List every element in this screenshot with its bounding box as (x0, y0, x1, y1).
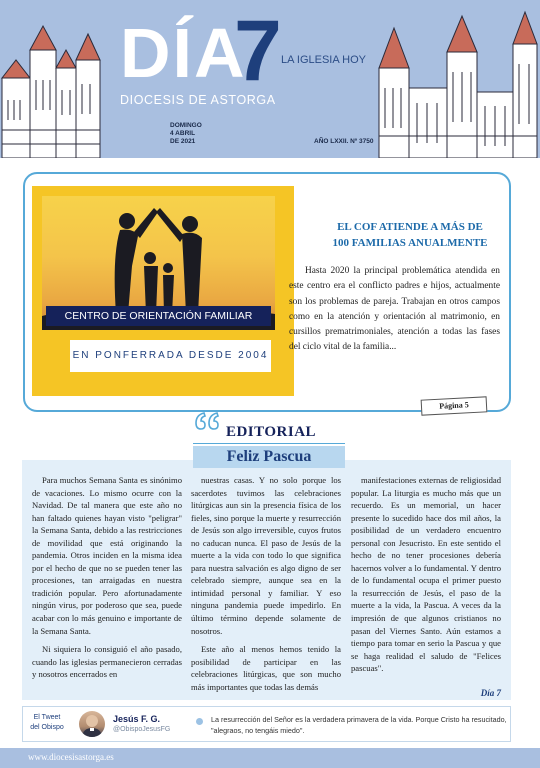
feature-body: Hasta 2020 la principal problemática atendida en este centro era el conflicto padres e hijos, actualmente son los problemas de pareja. Trabajan en otros campos como en la atención y orientación al matrimonio, en cursillos prematrimoniales, atención a todas las fases del ciclo vital de la familia... (289, 266, 500, 353)
editorial-column-1 (32, 474, 182, 687)
paragraph: Este año al menos hemos tenido la posibilidad de participar en las celebraciones litúrgicas, que son mucho más importantes que todas las demás (191, 644, 341, 692)
paragraph: manifestaciones externas de religiosidad popular. La liturgia es mucho más que un recuerdo. Es un memorial, un hacer presente lo sucedido hace dos mil años, la posibilidad de un verdadero encuentro personal con Jesucristo. En este sentido el hecho de no tener procesiones debería hacernos volver a lo fundamental. Y dentro de lo fundamental ocupa el primer puesto la resurrección de Jesús, el paso de la muerte a la vida, la Pascua. A veces da la impresión de que algunos cristianos no pasan del Viernes Santo. Aún estamos a tiempo para tomar en serio la Pascua y que se haga realidad el saludo de "Felices pascuas". (351, 475, 501, 674)
bishop-portrait-illustration (79, 711, 105, 737)
logo-dia: DÍA (120, 14, 247, 92)
editorial-body (22, 460, 511, 700)
tweet-author-handle[interactable]: @ObispoJesusFG (113, 726, 171, 733)
editorial-label: EDITORIAL (225, 424, 317, 440)
issue-number: AÑO LXXII. Nº 3750 (314, 138, 374, 145)
editorial-column-2 (191, 474, 341, 699)
quote-icon (193, 410, 219, 432)
cathedral-illustration-left (0, 20, 110, 158)
logo-subtitle: LA IGLESIA HOY (281, 54, 366, 66)
tweet-section-label (27, 713, 67, 733)
editorial-signature: Día 7 (480, 688, 501, 698)
page-reference-link[interactable]: Página 5 (421, 396, 488, 415)
paragraph: Para muchos Semana Santa es sinónimo de vacaciones. Lo mismo ocurre con la Navidad. De tal manera que este año no han faltado quienes hayan visto "peligrar" la Semana Santa, debido a las restricciones de movilidad que está originando la pandemia. Otros inciden en la misma idea por el hecho de que no se pueden tener las procesiones, tan arraigadas en nuestra tradición popular. Pero afortunadamente ningún virus, por poderoso que sea, puede acabar con lo más genuino e importante de la Semana Santa. (32, 475, 182, 636)
avatar (79, 711, 105, 737)
issue-date (170, 122, 202, 146)
date-line-2: 4 ABRIL (170, 130, 196, 137)
paragraph: Ni siquiera lo consiguió el año pasado, cuando las iglesias permanecieron cerradas y nosotros encerrados en (32, 644, 182, 680)
image-subcaption: EN PONFERRADA DESDE 2004 (70, 340, 271, 372)
logo-seven: 7 (234, 3, 282, 99)
feature-headline (310, 219, 510, 251)
masthead (0, 0, 540, 158)
paragraph: nuestras casas. Y no solo porque los sacerdotes tuvimos las celebraciones litúrgicas aun sin la presencia física de los fieles, sino porque la muerte y resurrección de Jesús son algo irreversible, cuyos frutos no caducan nunca. El paso de Jesús de la muerte a la vida con todo lo que significa para nuestra salvación es algo digno de ser celebrado siempre, aunque sea en la intimidad personal y familiar. Y eso ninguna pandemia puede impedirlo. En último término depende solamente de nosotros. (191, 475, 341, 636)
image-caption: CENTRO DE ORIENTACIÓN FAMILIAR (46, 306, 271, 326)
feature-box (23, 172, 511, 412)
bishop-tweet (22, 706, 511, 742)
editorial-title: Feliz Pascua (193, 446, 345, 468)
editorial-divider (193, 443, 345, 444)
footer-website-link[interactable]: www.diocesisastorga.es (28, 752, 114, 762)
tweet-label-line-1: El Tweet (33, 714, 61, 721)
editorial-column-3 (351, 474, 501, 681)
bullet-icon (196, 718, 203, 725)
cathedral-illustration-right (375, 8, 540, 158)
tweet-author-name[interactable]: Jesús F. G. (113, 714, 161, 724)
date-line-1: DOMINGO (170, 122, 202, 129)
footer (0, 748, 540, 768)
tweet-label-line-2: del Obispo (30, 724, 64, 731)
diocese-name: DIOCESIS DE ASTORGA (120, 93, 276, 107)
tweet-text: La resurrección del Señor es la verdadera primavera de la vida. Porque Cristo ha resucitado, "alegraos, no tengáis miedo". (211, 715, 507, 735)
feature-headline-line-2: 100 FAMILIAS ANUALMENTE (332, 237, 488, 249)
feature-image-frame (32, 186, 294, 396)
date-line-3: DE 2021 (170, 138, 196, 145)
feature-headline-line-1: EL COF ATIENDE A MÁS DE (337, 221, 483, 233)
family-silhouette-image (42, 196, 275, 330)
